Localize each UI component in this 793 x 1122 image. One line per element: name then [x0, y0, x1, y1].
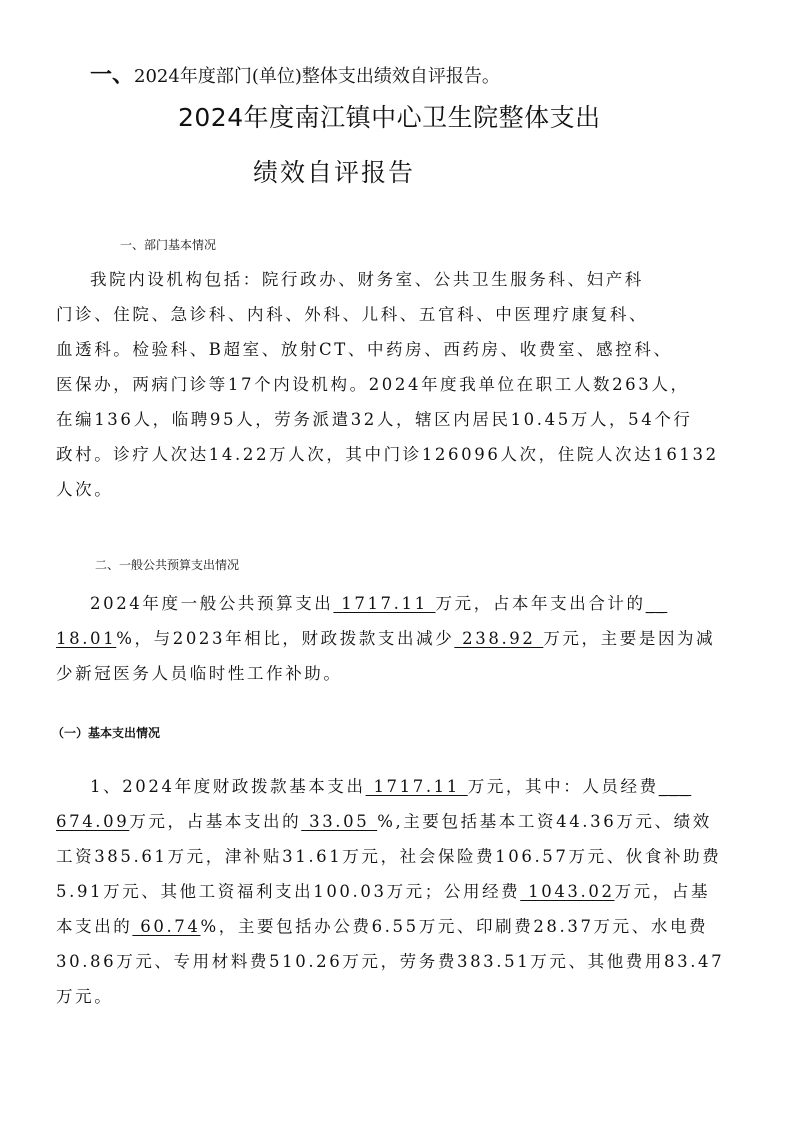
- text: 万元，其中：人员经费: [467, 777, 659, 796]
- decrease-value: 238.92: [454, 629, 544, 648]
- blank-underline: __: [645, 594, 668, 613]
- section2-heading: 二、一般公共预算支出情况: [95, 558, 240, 572]
- personnel-percent-value: 33.05: [301, 812, 378, 831]
- paragraph-line: 工资385.61万元，津补贴31.61万元，社会保险费106.57万元、伙食补助费: [56, 847, 722, 866]
- section1-heading: 一、部门基本情况: [120, 238, 217, 252]
- paragraph-line: 少新冠医务人员临时性工作补助。: [56, 664, 343, 683]
- basic-expenditure-value: 1717.11: [365, 777, 468, 796]
- subsection1-heading: （一）基本支出情况: [52, 726, 161, 740]
- section1-paragraph: [56, 262, 746, 507]
- paragraph-line: [56, 769, 746, 804]
- public-expense-value: 1043.02: [520, 882, 615, 901]
- text: 1、2024年度财政拨款基本支出: [90, 777, 366, 796]
- paragraph-line: [56, 621, 746, 656]
- text: 5.91万元、其他工资福利支出100.03万元；公用经费: [56, 882, 521, 901]
- paragraph-line: [56, 909, 746, 944]
- heading-text: 2024年度部门(单位)整体支出绩效自评报告。: [134, 66, 500, 87]
- report-title-line2: 绩效自评报告: [253, 158, 416, 187]
- share-percent-value: 18.01: [56, 629, 117, 648]
- paragraph-line: 政村。诊疗人次达14.22万人次，其中门诊126096人次，住院人次达16132: [56, 445, 719, 464]
- paragraph-line: 门诊、住院、急诊科、内科、外科、儿科、五官科、中医理疗康复科、: [56, 305, 649, 324]
- text: %,主要包括基本工资44.36万元、绩效: [377, 812, 712, 831]
- personnel-expense-value: 674.09: [56, 812, 130, 831]
- text: 2024年度一般公共预算支出: [90, 594, 334, 613]
- paragraph-line: [56, 804, 746, 839]
- text: 万元，主要是因为减: [543, 629, 716, 648]
- heading-prefix: 一、: [90, 62, 135, 88]
- public-percent-value: 60.74: [132, 917, 201, 936]
- subsection1-paragraph: [56, 769, 746, 1014]
- paragraph-line: 血透科。检验科、B超室、放射CT、中药房、西药房、收费室、感控科、: [56, 340, 673, 359]
- report-title-line1: 2024年度南江镇中心卫生院整体支出: [178, 103, 601, 132]
- paragraph-line: [56, 586, 746, 621]
- text: 万元，占本年支出合计的: [435, 594, 646, 613]
- paragraph-line: 万元。: [56, 987, 114, 1006]
- paragraph-line: 医保办，两病门诊等17个内设机构。2024年度我单位在职工人数263人，: [56, 375, 690, 394]
- paragraph-line: 人次。: [56, 480, 114, 499]
- paragraph-line: 在编136人，临聘95人，劳务派遣32人，辖区内居民10.45万人，54个行: [56, 410, 693, 429]
- blank-underline: ___: [658, 777, 692, 796]
- paragraph-line: [56, 874, 746, 909]
- document-heading: [90, 58, 500, 89]
- paragraph-line: 30.86万元、专用材料费510.26万元，劳务费383.51万元、其他费用83.47: [56, 952, 725, 971]
- text: %，与2023年相比，财政拨款支出减少: [116, 629, 455, 648]
- text: %，主要包括办公费6.55万元、印刷费28.37万元、水电费: [200, 917, 709, 936]
- paragraph-line: 我院内设机构包括：院行政办、财务室、公共卫生服务科、妇产科: [90, 270, 644, 289]
- text: 万元，占基: [614, 882, 711, 901]
- text: 本支出的: [56, 917, 133, 936]
- text: 万元，占基本支出的: [129, 812, 302, 831]
- budget-expenditure-value: 1717.11: [333, 594, 436, 613]
- section2-paragraph: [56, 586, 746, 691]
